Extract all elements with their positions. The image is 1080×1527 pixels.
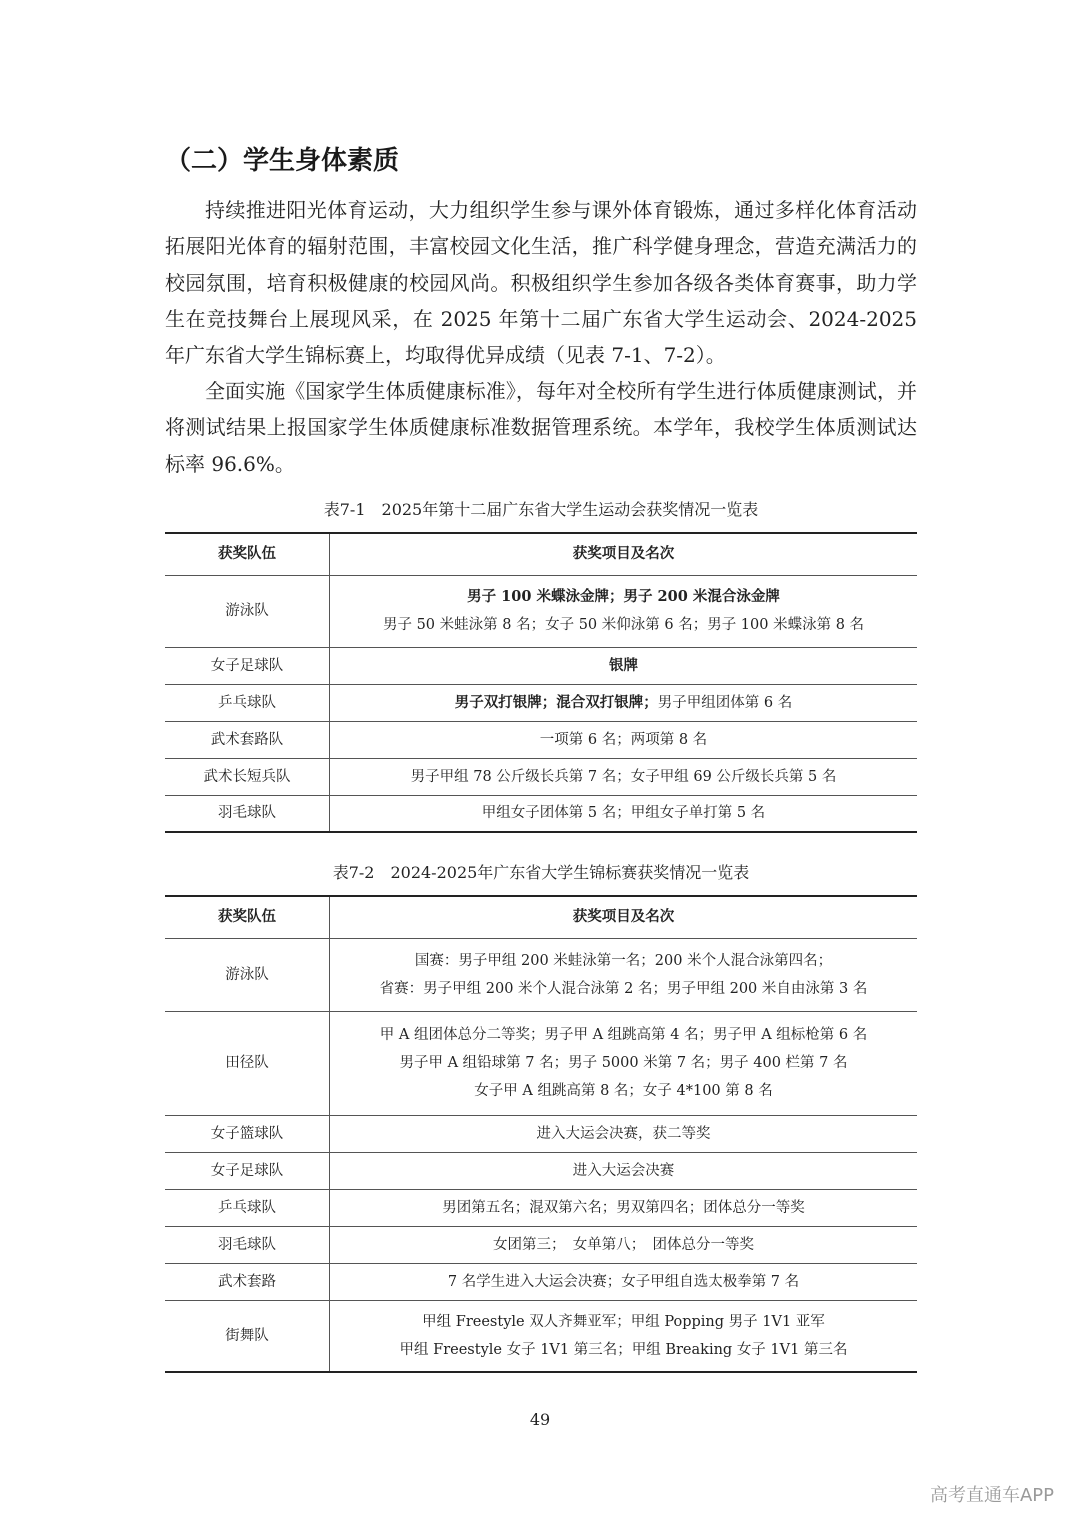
team-cell: 武术长短兵队 <box>165 758 330 795</box>
team-cell: 武术套路队 <box>165 721 330 758</box>
awards-cell: 7 名学生进入大运会决赛；女子甲组自选太极拳第 7 名 <box>330 1263 918 1300</box>
awards-cell <box>330 684 918 721</box>
awards-bold-line: 男子 100 米蝶泳金牌；男子 200 米混合泳金牌 <box>467 588 780 605</box>
team-cell: 游泳队 <box>165 938 330 1011</box>
paragraph-fitness-test: 全面实施《国家学生体质健康标准》，每年对全校所有学生进行体质健康测试，并将测试结果上报国家学生体质健康标准数据管理系统。本学年，我校学生体质测试达标率 96.6%。 <box>165 379 917 476</box>
team-cell: 女子足球队 <box>165 647 330 684</box>
table-header-row <box>165 896 917 938</box>
awards-cell: 女团第三； 女单第八； 团体总分一等奖 <box>330 1226 918 1263</box>
team-cell: 街舞队 <box>165 1300 330 1372</box>
table-row <box>165 1152 917 1189</box>
table-row <box>165 684 917 721</box>
awards-bold-text: 银牌 <box>609 656 638 674</box>
header-awards: 获奖项目及名次 <box>330 896 918 938</box>
table-row <box>165 758 917 795</box>
table-row <box>165 1226 917 1263</box>
header-team: 获奖队伍 <box>165 896 330 938</box>
awards-cell: 一项第 6 名；两项第 8 名 <box>330 721 918 758</box>
awards-line: 女子甲 A 组跳高第 8 名；女子 4*100 第 8 名 <box>474 1083 773 1099</box>
table-row <box>165 1011 917 1115</box>
table-row <box>165 647 917 684</box>
awards-cell: 男团第五名；混双第六名；男双第四名；团体总分一等奖 <box>330 1189 918 1226</box>
awards-cell <box>330 647 918 684</box>
awards-line: 甲组 Freestyle 双人齐舞亚军；甲组 Popping 男子 1V1 亚军 <box>422 1313 825 1330</box>
table-row <box>165 1115 917 1152</box>
team-cell: 女子足球队 <box>165 1152 330 1189</box>
team-cell: 武术套路 <box>165 1263 330 1300</box>
team-cell: 女子篮球队 <box>165 1115 330 1152</box>
team-cell: 田径队 <box>165 1011 330 1115</box>
awards-cell: 进入大运会决赛 <box>330 1152 918 1189</box>
paragraph-sports-activities: 持续推进阳光体育运动，大力组织学生参与课外体育锻炼，通过多样化体育活动拓展阳光体育的辐射范围，丰富校园文化生活，推广科学健身理念，营造充满活力的校园氛围，培育积极健康的校园风尚。积极组织学生参加各级各类体育赛事，助力学生在竞技舞台上展现风采，在 2025 年第十二届广东省大学生运动会、2024-2025 年广东省大学生锦标赛上，均取得优异成绩（见表 7-1、7-2）。 <box>165 198 917 368</box>
table-row <box>165 1300 917 1372</box>
awards-cell <box>330 1011 918 1115</box>
awards-line: 男子甲 A 组铅球第 7 名；男子 5000 米第 7 名；男子 400 栏第 7 名 <box>399 1055 848 1071</box>
team-cell: 游泳队 <box>165 575 330 647</box>
awards-line: 甲组 Freestyle 女子 1V1 第三名；甲组 Breaking 女子 1V1 第三名 <box>399 1341 848 1358</box>
table-row <box>165 575 917 647</box>
header-team: 获奖队伍 <box>165 533 330 575</box>
awards-cell <box>330 575 918 647</box>
table-row <box>165 795 917 832</box>
team-cell: 羽毛球队 <box>165 1226 330 1263</box>
table-row <box>165 1189 917 1226</box>
table-row <box>165 721 917 758</box>
awards-cell: 甲组女子团体第 5 名；甲组女子单打第 5 名 <box>330 795 918 832</box>
table2-championship-awards <box>165 895 917 1373</box>
awards-cell <box>330 938 918 1011</box>
team-cell: 乒乓球队 <box>165 1189 330 1226</box>
table-row <box>165 1263 917 1300</box>
awards-line: 省赛：男子甲组 200 米个人混合泳第 2 名；男子甲组 200 米自由泳第 3 名 <box>379 980 868 997</box>
awards-cell: 男子甲组 78 公斤级长兵第 7 名；女子甲组 69 公斤级长兵第 5 名 <box>330 758 918 795</box>
table1-university-games-awards <box>165 532 917 833</box>
section-heading: （二）学生身体素质 <box>165 146 400 176</box>
awards-cell: 进入大运会决赛，获二等奖 <box>330 1115 918 1152</box>
header-awards: 获奖项目及名次 <box>330 533 918 575</box>
awards-text: 男子甲组团体第 6 名 <box>657 694 793 711</box>
table2-caption: 表7-2 2024-2025年广东省大学生锦标赛获奖情况一览表 <box>332 863 750 882</box>
awards-bold-text: 男子双打银牌；混合双打银牌； <box>454 693 658 711</box>
awards-line: 国赛：男子甲组 200 米蛙泳第一名；200 米个人混合泳第四名； <box>414 952 833 969</box>
table-header-row <box>165 533 917 575</box>
page-number: 49 <box>529 1410 551 1429</box>
team-cell: 乒乓球队 <box>165 684 330 721</box>
awards-cell <box>330 1300 918 1372</box>
watermark-text: 高考直通车APP <box>929 1485 1054 1506</box>
awards-line: 男子 50 米蛙泳第 8 名；女子 50 米仰泳第 6 名；男子 100 米蝶泳第 8 名 <box>382 617 865 633</box>
team-cell: 羽毛球队 <box>165 795 330 832</box>
table1-caption: 表7-1 2025年第十二届广东省大学生运动会获奖情况一览表 <box>323 500 759 519</box>
awards-line: 甲 A 组团体总分二等奖；男子甲 A 组跳高第 4 名；男子甲 A 组标枪第 6 名 <box>379 1027 868 1043</box>
table-row <box>165 938 917 1011</box>
